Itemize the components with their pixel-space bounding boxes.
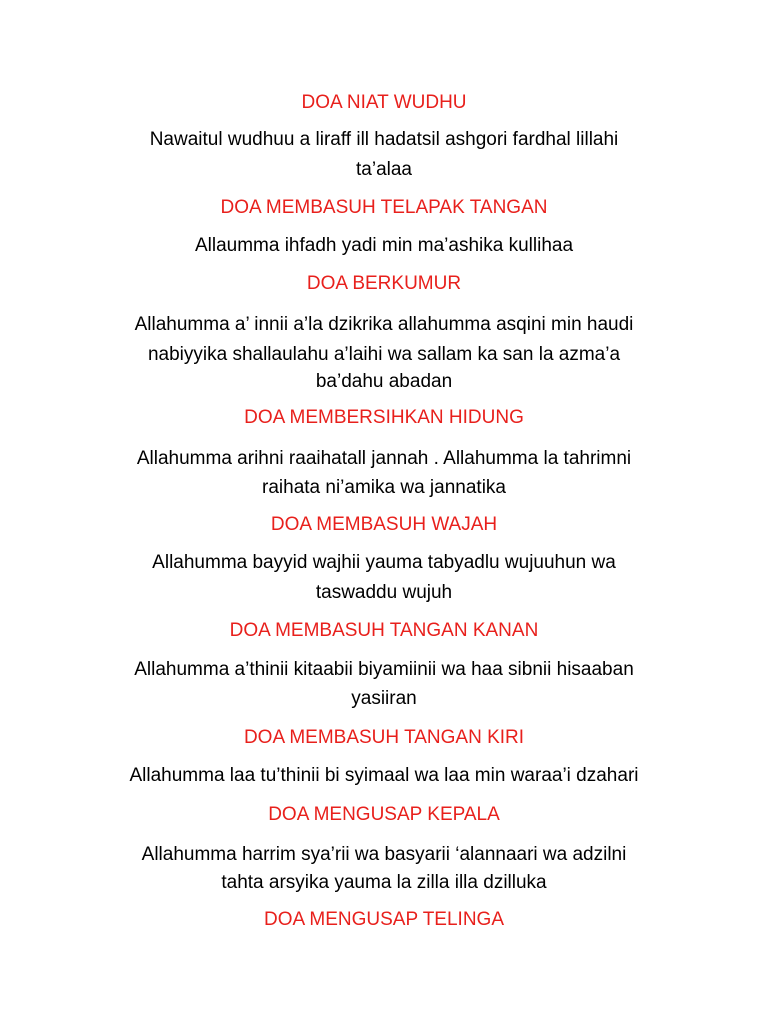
prayer-text-line: Allahumma harrim sya’rii wa basyarii ‘alannaari wa adzilni — [141, 844, 627, 865]
section-heading-berkumur: DOA BERKUMUR — [306, 273, 462, 294]
prayer-text-line: Allahumma a’ innii a’la dzikrika allahumma asqini min haudi — [134, 314, 634, 335]
section-heading-membasuh-tangan-kanan: DOA MEMBASUH TANGAN KANAN — [229, 620, 539, 641]
prayer-text-line: yasiiran — [351, 688, 417, 709]
prayer-text-line: nabiyyika shallaulahu a’laihi wa sallam ka san la azma’a — [147, 344, 621, 365]
section-heading-membersihkan-hidung: DOA MEMBERSIHKAN HIDUNG — [244, 407, 524, 428]
prayer-text-line: Nawaitul wudhuu a liraff ill hadatsil ashgori fardhal lillahi — [149, 129, 619, 150]
prayer-text-line: taswaddu wujuh — [315, 582, 453, 603]
section-heading-membasuh-tangan-kiri: DOA MEMBASUH TANGAN KIRI — [243, 727, 525, 748]
prayer-text-line: Allahumma laa tu’thinii bi syimaal wa laa min waraa’i dzahari — [129, 765, 639, 786]
section-heading-niat-wudhu: DOA NIAT WUDHU — [301, 92, 467, 113]
section-heading-membasuh-telapak-tangan: DOA MEMBASUH TELAPAK TANGAN — [220, 197, 548, 218]
prayer-text-line: raihata ni’amika wa jannatika — [262, 477, 506, 498]
prayer-text-line: Allaumma ihfadh yadi min ma’ashika kullihaa — [194, 235, 574, 256]
section-heading-mengusap-telinga: DOA MENGUSAP TELINGA — [263, 909, 505, 930]
prayer-text-line: Allahumma bayyid wajhii yauma tabyadlu wujuuhun wa — [152, 552, 616, 573]
section-heading-mengusap-kepala: DOA MENGUSAP KEPALA — [268, 804, 500, 825]
prayer-text-line: tahta arsyika yauma la zilla illa dzilluka — [221, 872, 547, 893]
prayer-text-line: ta’alaa — [356, 159, 412, 180]
prayer-text-line: Allahumma arihni raaihatall jannah . Allahumma la tahrimni — [136, 448, 632, 469]
prayer-text-line: Allahumma a’thinii kitaabii biyamiinii wa haa sibnii hisaaban — [134, 659, 634, 680]
prayer-text-line: ba’dahu abadan — [315, 371, 453, 392]
section-heading-membasuh-wajah: DOA MEMBASUH WAJAH — [270, 514, 498, 535]
